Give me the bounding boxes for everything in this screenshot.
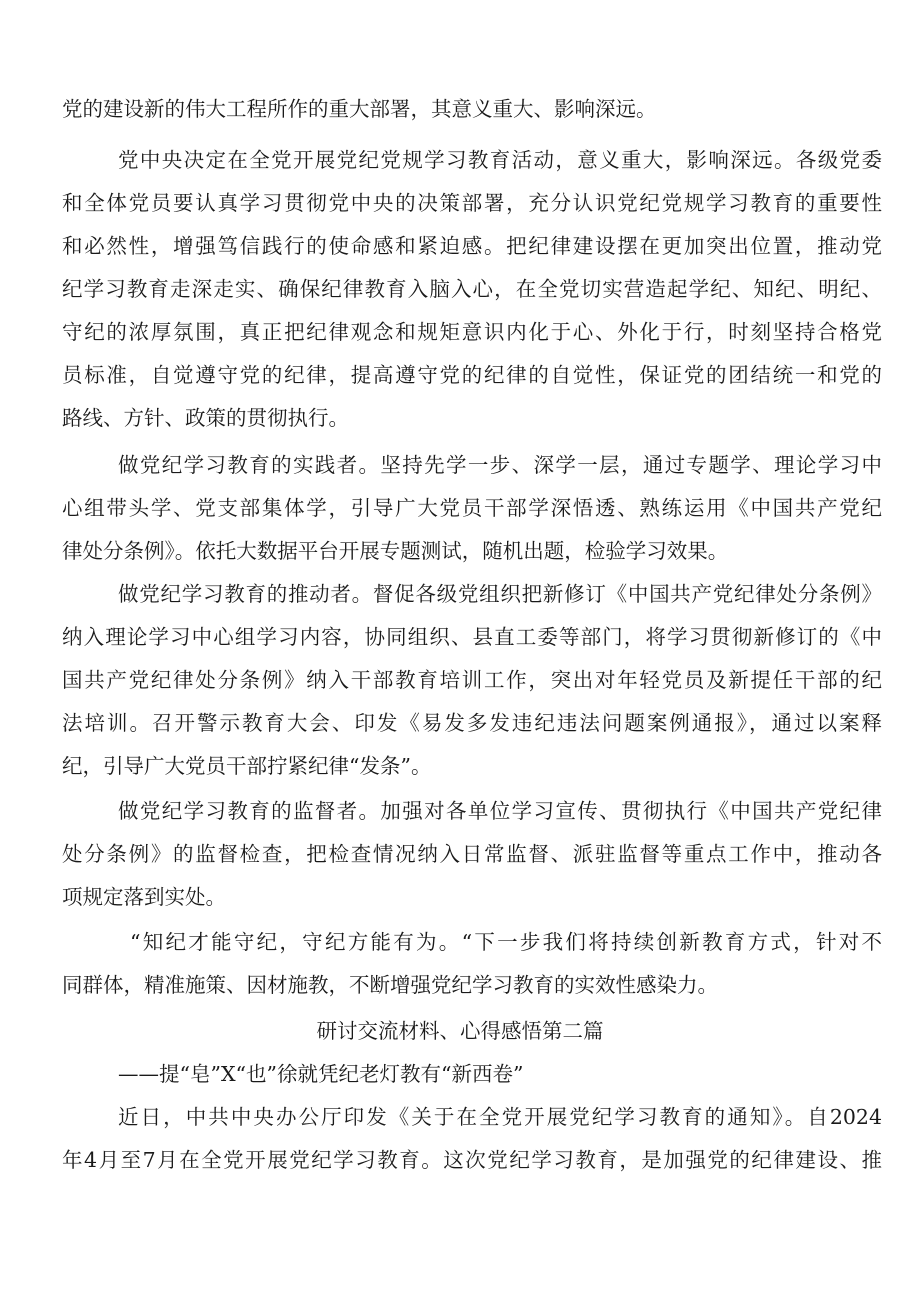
paragraph-line: 同群体，精准施策、因材施教，不断增强党纪学习教育的实效性感染力。 [62,973,718,997]
paragraph-line: 纳入理论学习中心组学习内容，协同组织、县直工委等部门，将学习贯彻新修订的《中 [62,625,882,649]
paragraph-line: 近日，中共中央办公厅印发《关于在全党开展党纪学习教育的通知》。自2024 [118,1105,882,1129]
paragraph-line: 做党纪学习教育的推动者。督促各级党组织把新修订《中国共产党纪律处分条例》 [118,582,882,606]
paragraph-line: 法培训。召开警示教育大会、印发《易发多发违纪违法问题案例通报》，通过以案释 [62,711,882,735]
paragraph-line: 项规定落到实处。 [62,885,226,909]
paragraph-line: 党的建设新的伟大工程所作的重大部署，其意义重大、影响深远。 [62,97,657,121]
paragraph-line: 员标准，自觉遵守党的纪律，提高遵守党的纪律的自觉性，保证党的团结统一和党的 [62,363,882,387]
paragraph-line: 和全体党员要认真学习贯彻党中央的决策部署，充分认识党纪党规学习教育的重要性 [62,191,882,215]
paragraph-line: 纪，引导广大党员干部拧紧纪律“发条”。 [62,754,432,778]
paragraph-line: 路线、方针、政策的贯彻执行。 [62,406,349,430]
paragraph-line: 律处分条例》。依托大数据平台开展专题测试，随机出题，检验学习效果。 [62,539,729,563]
paragraph-line: 党中央决定在全党开展党纪党规学习教育活动，意义重大，影响深远。各级党委 [118,148,882,172]
paragraph-line: 守纪的浓厚氛围，真正把纪律观念和规矩意识内化于心、外化于行，时刻坚持合格党 [62,320,882,344]
paragraph-line: 和必然性，增强笃信践行的使命感和紧迫感。把纪律建设摆在更加突出位置，推动党 [62,234,882,258]
paragraph-line: 纪学习教育走深走实、确保纪律教育入脑入心，在全党切实营造起学纪、知纪、明纪、 [62,277,882,301]
paragraph-line: 做党纪学习教育的监督者。加强对各单位学习宣传、贯彻执行《中国共产党纪律 [118,799,882,823]
section-heading: 研讨交流材料、心得感悟第二篇 [316,1019,604,1043]
paragraph-line: 做党纪学习教育的实践者。坚持先学一步、深学一层，通过专题学、理论学习中 [118,453,882,477]
paragraph-line: 心组带头学、党支部集体学，引导广大党员干部学深悟透、熟练运用《中国共产党纪 [62,496,882,520]
paragraph-line: 国共产党纪律处分条例》纳入干部教育培训工作，突出对年轻党员及新提任干部的纪 [62,668,882,692]
section-subheading: ——提“皂”X“也”徐就凭纪老灯教有“新西卷” [118,1062,524,1086]
paragraph-line: 处分条例》的监督检查，把检查情况纳入日常监督、派驻监督等重点工作中，推动各 [62,842,882,866]
paragraph-line: “知纪才能守纪，守纪方能有为。“下一步我们将持续创新教育方式，针对不 [130,930,882,954]
paragraph-line: 年4月至7月在全党开展党纪学习教育。这次党纪学习教育，是加强党的纪律建设、推 [62,1148,882,1172]
